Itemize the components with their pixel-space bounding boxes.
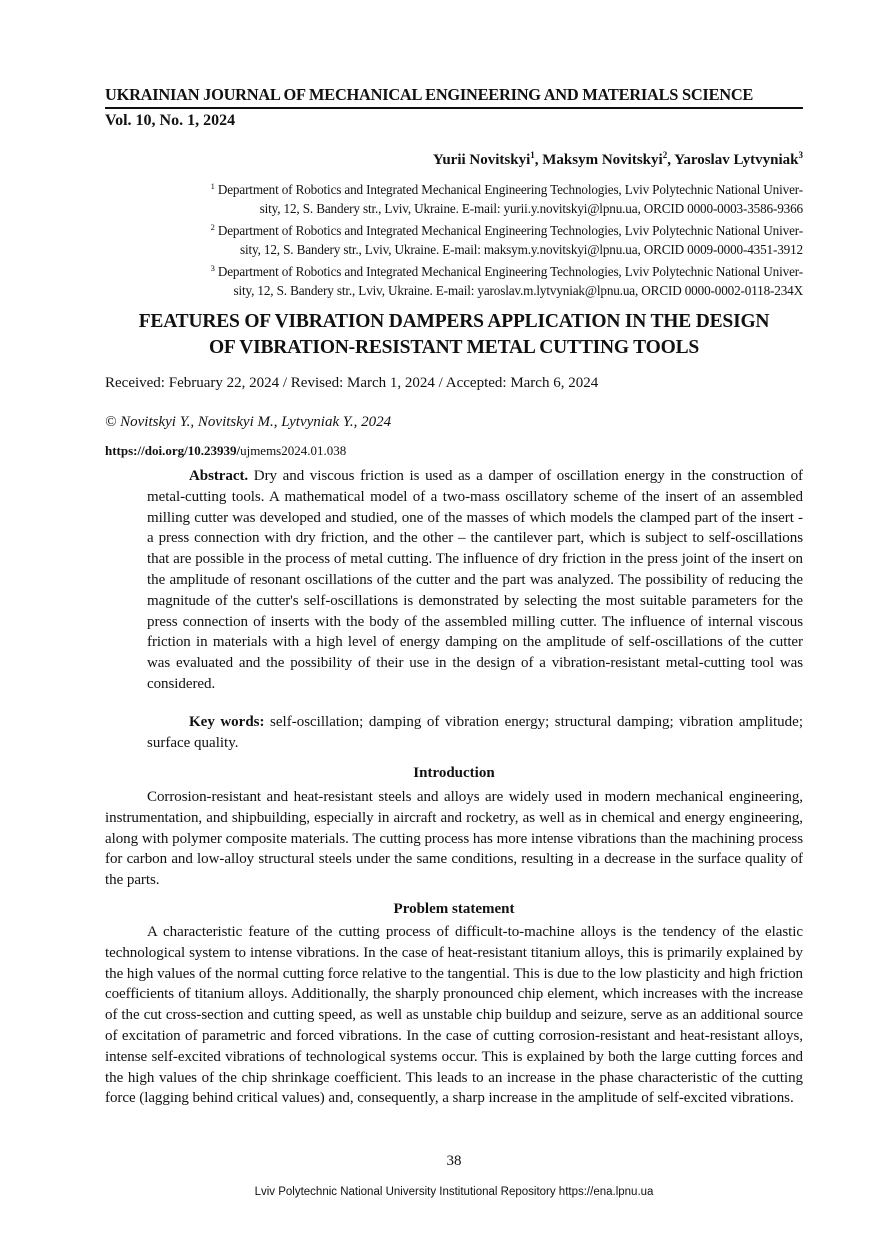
submission-dates: Received: February 22, 2024 / Revised: March 1, 2024 / Accepted: March 6, 2024 [105,375,599,391]
affiliation-line: Department of Robotics and Integrated Mechanical Engineering Technologies, Lviv Polytechnic National Univer- [217,182,803,197]
keywords-text: self-oscillation; damping of vibration energy; structural damping; vibration amplitude; surface quality. [147,714,803,751]
keywords [147,712,803,754]
author-separator: , [534,152,543,168]
section-heading-introduction: Introduction [413,765,495,781]
author-name: Yaroslav Lytvyniak [674,152,799,168]
affiliation-3 [135,259,803,300]
header-rule [105,107,803,109]
doi-suffix[interactable]: ujmems2024.01.038 [240,443,347,458]
repository-footer: Lviv Polytechnic National University Institutional Repository https://ena.lpnu.ua [254,1186,654,1198]
abstract-text: Dry and viscous friction is used as a damper of oscillation energy in the construction of metal-cutting tools. A mathematical model of a two-mass oscillatory scheme of the insert of an assembled milling cutter was developed and studied, one of the masses of which models the clamped part of the insert - a press connection with dry friction, and the other – the cantilever part, which is subject to self-oscillations that are possible in the process of metal cutting. The influence of dry friction in the press joint of the insert on the amplitude of resonant oscillations of the cutter and the part was analyzed. The possibility of reducing the magnitude of the cutter's self-oscillations is demonstrated by selecting the most suitable parameters for the press connection of inserts with the body of the assembled milling cutter. The influence of internal viscous friction in materials with a high level of energy damping on the amplitude of self-oscillations of the cutter was evaluated and the possibility of their use in the design of a vibration-resistant metal-cutting tool was considered. [147,468,803,692]
affiliation-line: sity, 12, S. Bandery str., Lviv, Ukraine. E-mail: yurii.y.novitskyi@lpnu.ua, ORCID 0000-0003-3586-9366 [259,200,803,216]
affiliation-sup: 2 [210,222,215,232]
doi-link[interactable] [105,443,346,459]
author-affil-sup: 3 [798,150,803,160]
paper-title-line: OF VIBRATION-RESISTANT METAL CUTTING TOOLS [208,337,700,358]
introduction-paragraph: Corrosion-resistant and heat-resistant steels and alloys are widely used in modern mechanical engineering, instrumentation, and shipbuilding, especially in aircraft and rocketry, as well as in chemical and energy engineering, along with polymer composite materials. The cutting process has more intense vibrations than the machining process for carbon and low-alloy structural steels under the same conditions, resulting in a decrease in the surface quality of the parts. [105,789,803,889]
volume-info: Vol. 10, No. 1, 2024 [105,112,236,129]
affiliation-line: sity, 12, S. Bandery str., Lviv, Ukraine. E-mail: maksym.y.novitskyi@lpnu.ua, ORCID 0009-0000-4351-3912 [240,241,803,257]
author-separator: , [667,152,675,168]
problem-statement-paragraph: A characteristic feature of the cutting process of difficult-to-machine alloys is the tendency of the elastic technological system to intense vibrations. In the case of heat-resistant titanium alloys, this is primarily explained by the high values of the normal cutting force relative to the tangential. This is due to the low plasticity and high friction coefficients of titanium alloys. Additionally, the sharply pronounced chip element, which increases with the increase of the cut cross-section and cutting speed, as well as unstable chip buildup and seizure, serve as an additional source of excitation of parametric and forced vibrations. In the case of cutting corrosion-resistant and heat-resistant alloys, intense self-excited vibrations of technological systems occur. This is explained by both the large cutting forces and the high values of the chip shrinkage coefficient. This leads to an increase in the phase characteristic of the cutting force (lagging behind critical values) and, consequently, a sharp increase in the amplitude of self-excited vibrations. [105,924,803,1107]
author-list [433,150,803,169]
keywords-label: Key words: [189,714,265,730]
paper-title [105,309,803,361]
copyright-line: © Novitskyi Y., Novitskyi M., Lytvyniak Y., 2024 [105,414,392,430]
affiliation-1 [135,177,803,218]
author-name: Maksym Novitskyi [542,152,663,168]
abstract-label: Abstract. [189,468,249,484]
journal-title: UKRAINIAN JOURNAL OF MECHANICAL ENGINEERING AND MATERIALS SCIENCE [105,85,754,104]
page-number: 38 [446,1153,462,1169]
affiliation-line: Department of Robotics and Integrated Mechanical Engineering Technologies, Lviv Polytechnic National Univer- [217,264,803,279]
section-heading-problem-statement: Problem statement [393,901,515,917]
affiliation-2 [135,218,803,259]
affiliation-line: sity, 12, S. Bandery str., Lviv, Ukraine. E-mail: yaroslav.m.lytvyniak@lpnu.ua, ORCID 0000-0002-0118-234X [233,282,803,298]
affiliation-line: Department of Robotics and Integrated Mechanical Engineering Technologies, Lviv Polytechnic National Univer- [217,223,803,238]
author-affil-sup: 2 [662,150,668,160]
author-affil-sup: 1 [530,150,535,160]
author-name: Yurii Novitskyi [432,152,531,168]
paper-title-line: FEATURES OF VIBRATION DAMPERS APPLICATION IN THE DESIGN [138,311,770,332]
affiliation-sup: 3 [210,263,215,273]
affiliations [135,177,803,300]
abstract [147,466,803,695]
affiliation-sup: 1 [210,181,215,191]
doi-prefix[interactable]: https://doi.org/10.23939/ [105,443,241,458]
